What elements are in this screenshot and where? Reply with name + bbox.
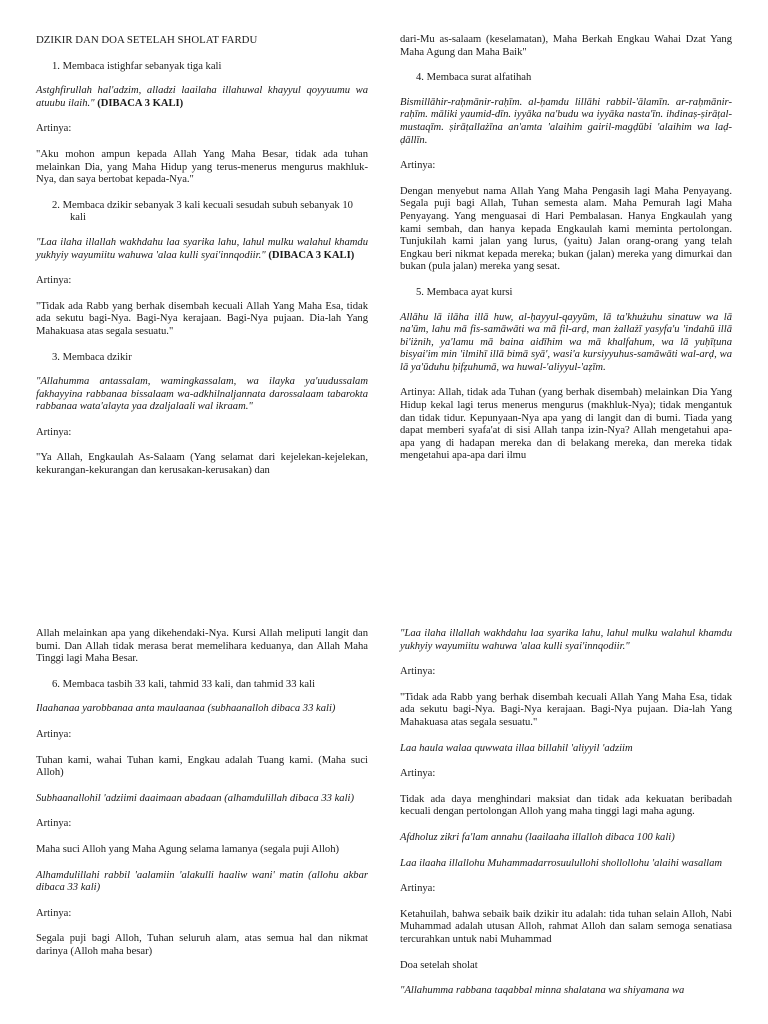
arabic-transliteration: [400, 628, 732, 653]
numbered-heading: [36, 679, 368, 692]
numbered-heading: [36, 61, 368, 74]
arabic-transliteration: [36, 870, 368, 895]
repeat-count-label: (DIBACA 3 KALI): [97, 97, 184, 109]
paragraph-text: Artinya: Allah, tidak ada Tuhan (yang berhak disembah) melainkan Dia Yang Hidup kekal lagi terus menerus mengurus (makhluk-Nya); tidak mengantuk dan tidak tidur. Kepunyaan-Nya apa yang di langit dan di bumi. Tiada yang dapat memberi syafa'at di sisi Allah tanpa izin-Nya? Allah mengetahui apa-apa yang di hadapan mereka dan di belakang mereka, dan mereka tidak mengetahui apa-apa dari ilmu: [400, 387, 732, 462]
translation-label: [36, 123, 368, 136]
arabic-transliteration: [36, 237, 368, 262]
paragraph-text: Artinya:: [36, 123, 72, 135]
arabic-transliteration: [400, 985, 732, 998]
paragraph-text: 4. Membaca surat alfatihah: [416, 72, 532, 84]
paragraph-text: Maha suci Alloh yang Maha Agung selama lamanya (segala puji Alloh): [36, 843, 340, 855]
arabic-transliteration: [36, 376, 368, 414]
arabic-transliteration: [400, 858, 732, 871]
arabic-transliteration: [36, 85, 368, 110]
paragraph-text: Artinya:: [400, 768, 436, 780]
numbered-heading: [400, 287, 732, 300]
paragraph-text: "Tidak ada Rabb yang berhak disembah kecuali Allah Yang Maha Esa, tidak ada sekutu bagi-Nya. Bagi-Nya kerajaan. Bagi-Nya pujaan. Dia-lah Yang Mahakuasa atas segala sesuatu.": [36, 300, 368, 337]
column-left: [36, 34, 368, 491]
numbered-heading: [400, 72, 732, 85]
body-paragraph: [400, 34, 732, 59]
arabic-transliteration: [400, 97, 732, 147]
body-paragraph: [400, 794, 732, 819]
body-paragraph: [400, 186, 732, 274]
paragraph-text: Dengan menyebut nama Allah Yang Maha Pengasih lagi Maha Penyayang. Segala puji bagi Allah, Tuhan semesta alam. Maha Pemurah lagi Maha Penyayang. Yang menguasai di Hari Pembalasan. Hanya Engkaulah yang kami sembah, dan hanya kepada Engkaulah kami meminta pertolongan. Tunjukilah kami jalan yang lurus, (yaitu) Jalan orang-orang yang telah Engkau beri nikmat kepada mereka; bukan (jalan) mereka yang dimurkai dan bukan (pula jalan) mereka yang sesat.: [400, 185, 732, 273]
arabic-transliteration: [36, 703, 368, 716]
numbered-heading: [36, 352, 368, 365]
paragraph-text: "Tidak ada Rabb yang berhak disembah kecuali Allah Yang Maha Esa, tidak ada sekutu bagi-Nya. Bagi-Nya kerajaan. Bagi-Nya pujaan. Dia-lah Yang Mahakuasa atas segala sesuatu.": [400, 691, 732, 728]
paragraph-text: DZIKIR DAN DOA SETELAH SHOLAT FARDU: [36, 34, 258, 46]
paragraph-text: Artinya:: [36, 818, 72, 830]
paragraph-text: Laa haula walaa quwwata illaa billahil 'aliyyil 'adziim: [400, 742, 633, 754]
paragraph-text: Tidak ada daya menghindari maksiat dan tidak ada kekuatan beribadah kecuali dengan pertolongan Alloh yang maha tinggi lagi maha agung.: [400, 793, 732, 818]
paragraph-text: Afdholuz zikri fa'lam annahu (laailaaha illalloh dibaca 100 kali): [400, 831, 675, 843]
paragraph-text: Artinya:: [400, 160, 436, 172]
numbered-heading: [36, 200, 368, 225]
arabic-transliteration: [36, 793, 368, 806]
paragraph-text: 6. Membaca tasbih 33 kali, tahmid 33 kali, dan tahmid 33 kali: [52, 678, 316, 690]
body-paragraph: [400, 909, 732, 947]
paragraph-text: Bismillāhir-raḥmānir-raḥīm. al-ḥamdu lillāhi rabbil-'ālamīn. ar-raḥmānir-raḥīm. māliki yaumid-dīn. iyyāka na'budu wa iyyāka nasta'īn. ihdinaṣ-ṣirāṭal-mustaqīm. ṣirāṭallażīna an'amta 'alaihim gairil-magḍūbi 'alaihim wa laḍ-ḍāllīn.: [400, 96, 732, 146]
paragraph-text: "Allahumma rabbana taqabbal minna shalatana wa shiyamana wa: [400, 985, 685, 997]
paragraph-text: Laa ilaaha illallohu Muhammadarrosuulullohi shollollohu 'alaihi wasallam: [400, 857, 723, 869]
body-paragraph: [400, 960, 732, 973]
paragraph-text: Doa setelah sholat: [400, 959, 478, 971]
paragraph-text: Artinya:: [36, 728, 72, 740]
paragraph-text: Artinya:: [400, 883, 436, 895]
paragraph-text: 3. Membaca dzikir: [52, 351, 132, 363]
paragraph-text: Astghfirullah hal'adzim, alladzi laailaha illahuwal khayyul qoyyuumu wa atuubu ilaih.": [36, 85, 368, 109]
repeat-count-label: (DIBACA 3 KALI): [268, 249, 355, 261]
translation-label: [400, 666, 732, 679]
paragraph-text: Artinya:: [36, 907, 72, 919]
paragraph-text: "Laa ilaha illallah wakhdahu laa syarika lahu, lahul mulku walahul khamdu yukhyiy wayumiitu wahuwa 'alaa kulli syai'innqodiir.": [400, 628, 732, 652]
paragraph-text: Tuhan kami, wahai Tuhan kami, Engkau adalah Tuang kami. (Maha suci Alloh): [36, 754, 368, 779]
translation-label: [36, 275, 368, 288]
body-paragraph: [400, 692, 732, 730]
paragraph-text: 5. Membaca ayat kursi: [416, 286, 513, 298]
paragraph-text: dari-Mu as-salaam (keselamatan), Maha Berkah Engkau Wahai Dzat Yang Maha Agung dan Maha Baik": [400, 34, 732, 58]
translation-label: [36, 908, 368, 921]
paragraph-text: "Allahumma antassalam, wamingkassalam, wa ilayka ya'uudussalam fakhayyina rabbanaa bissalaam wa-adkhilnaljannata darossalaam tabarokta rabbanaa wata'alayta yaa dzaljalaali wal ikraam.": [36, 376, 368, 413]
body-paragraph: [36, 933, 368, 958]
paragraph-text: "Aku mohon ampun kepada Allah Yang Maha Besar, tidak ada tuhan melainkan Dia, yang Maha Hidup yang terus-menerus mengurus makhluk-Nya, dan saya bertobat kepada-Nya.": [36, 148, 368, 186]
paragraph-text: Artinya:: [36, 275, 72, 287]
body-paragraph: [36, 149, 368, 187]
arabic-transliteration: [400, 743, 732, 756]
body-paragraph: [36, 844, 368, 857]
paragraph-text: Ketahuilah, bahwa sebaik baik dzikir itu adalah: tida tuhan selain Alloh, Nabi Muhammad adalah utusan Alloh, rahmat Alloh dan salam semoga senatiasa tercurahkan untuk nabi Muhammad: [400, 908, 732, 945]
body-paragraph: [36, 628, 368, 666]
arabic-transliteration: [400, 312, 732, 375]
body-paragraph: [36, 755, 368, 780]
paragraph-text: Allah melainkan apa yang dikehendaki-Nya. Kursi Allah meliputi langit dan bumi. Dan Allah tidak merasa berat memelihara keduanya, dan Allah Maha Tinggi lagi Maha Besar.: [36, 628, 368, 665]
paragraph-text: 2. Membaca dzikir sebanyak 3 kali kecuali sesudah subuh sebanyak 10 kali: [52, 199, 353, 224]
paragraph-text: Ilaahanaa yarobbanaa anta maulaanaa (subhaanalloh dibaca 33 kali): [36, 703, 336, 715]
column-right: [400, 628, 732, 1011]
document-title: [36, 34, 368, 47]
translation-label: [400, 768, 732, 781]
arabic-transliteration: [400, 832, 732, 845]
body-paragraph: [36, 301, 368, 339]
paragraph-text: Subhaanallohil 'adziimi daaimaan abadaan (alhamdulillah dibaca 33 kali): [36, 792, 355, 804]
paragraph-text: Allāhu lā ilāha illā huw, al-ḥayyul-qayyūm, lā ta'khużuhu sinatuw wa lā na'ūm, lahu mā fis-samāwāti wa mā fil-arḍ, man żallażī yasyfa'u 'indahū illā bi'iżnih, ya'lamu mā baina aidīhim wa mā khalfahum, wa lā yuḥīṭuna bisyai'im min 'ilmihī illā bimā syā', wasi'a kursiyyuhus-samāwāti wal-arḍ, wa lā ya'ūduhu ḥifẓuhumā, wa huwal-'aliyyul-'aẓīm.: [400, 311, 732, 373]
paragraph-text: "Ya Allah, Engkaulah As-Salaam (Yang selamat dari kejelekan-kejelekan, kekurangan-kekurangan dan kerusakan-kerusakan) dan: [36, 452, 368, 477]
translation-label: [36, 427, 368, 440]
paragraph-text: 1. Membaca istighfar sebanyak tiga kali: [52, 60, 222, 72]
body-paragraph: [36, 452, 368, 477]
paragraph-text: Artinya:: [400, 666, 436, 678]
translation-label: [400, 160, 732, 173]
page-gap: [0, 560, 768, 620]
column-left: [36, 628, 368, 972]
translation-label: [36, 818, 368, 831]
translation-label: [36, 729, 368, 742]
paragraph-text: "Laa ilaha illallah wakhdahu laa syarika lahu, lahul mulku walahul khamdu yukhyiy wayumiitu wahuwa 'alaa kulli syai'innqodiir.": [36, 236, 368, 261]
paragraph-text: Segala puji bagi Alloh, Tuhan seluruh alam, atas semua hal dan nikmat darinya (Alloh maha besar): [36, 933, 368, 957]
document-page-bottom: [0, 620, 768, 1024]
column-right: [400, 34, 732, 476]
paragraph-text: Alhamdulillahi rabbil 'aalamiin 'alakulli haaliw wani' matin (allohu akbar dibaca 33 kali): [36, 869, 368, 894]
translation-label: [400, 883, 732, 896]
paragraph-text: Artinya:: [36, 426, 72, 438]
body-paragraph: [400, 387, 732, 463]
